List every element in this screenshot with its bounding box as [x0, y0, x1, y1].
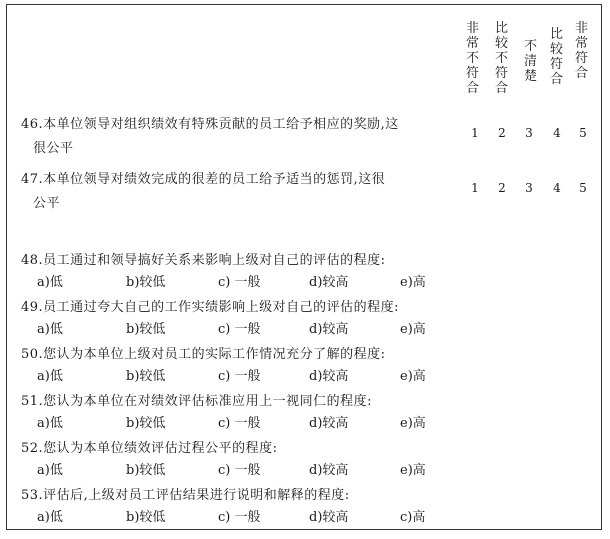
- likert-46-score-3[interactable]: 3: [525, 126, 533, 140]
- choice-48-option-a[interactable]: a)低: [37, 275, 63, 290]
- header-col-1: 非常不符合: [465, 21, 479, 96]
- choice-51-option-c[interactable]: c) 一般: [218, 416, 261, 431]
- choice-question-50: 50.您认为本单位上级对员工的实际工作情况充分了解的程度:: [21, 347, 386, 362]
- choice-49-option-e[interactable]: e)高: [400, 322, 426, 337]
- choice-48-option-d[interactable]: d)较高: [309, 275, 349, 290]
- choice-50-option-d[interactable]: d)较高: [309, 369, 349, 384]
- choice-52-option-a[interactable]: a)低: [37, 463, 63, 478]
- choice-50-option-c[interactable]: c) 一般: [218, 369, 261, 384]
- likert-46-score-5[interactable]: 5: [579, 126, 587, 140]
- choice-52-option-e[interactable]: e)高: [400, 463, 426, 478]
- likert-47-score-4[interactable]: 4: [553, 181, 561, 195]
- choice-49-option-b[interactable]: b)较低: [126, 322, 166, 337]
- likert-47-score-5[interactable]: 5: [579, 181, 587, 195]
- likert-question-46: 46.本单位领导对组织绩效有特殊贡献的员工给予相应的奖励,这: [21, 117, 399, 132]
- likert-47-score-1[interactable]: 1: [471, 181, 479, 195]
- choice-52-option-d[interactable]: d)较高: [309, 463, 349, 478]
- choice-53-option-c[interactable]: c) 一般: [218, 510, 261, 525]
- likert-46-score-4[interactable]: 4: [553, 126, 561, 140]
- choice-question-53: 53.评估后,上级对员工评估结果进行说明和解释的程度:: [21, 488, 350, 503]
- header-col-5: 非常符合: [574, 21, 588, 81]
- choice-50-option-b[interactable]: b)较低: [126, 369, 166, 384]
- choice-51-option-b[interactable]: b)较低: [126, 416, 166, 431]
- choice-53-option-d[interactable]: d)较高: [309, 510, 349, 525]
- choice-50-option-e[interactable]: e)高: [400, 369, 426, 384]
- choice-48-option-b[interactable]: b)较低: [126, 275, 166, 290]
- choice-51-option-e[interactable]: e)高: [400, 416, 426, 431]
- choice-50-option-a[interactable]: a)低: [37, 369, 63, 384]
- choice-53-option-e[interactable]: c)高: [400, 510, 426, 525]
- choice-48-option-e[interactable]: e)高: [400, 275, 426, 290]
- header-col-3: 不清楚: [523, 39, 537, 84]
- questionnaire-frame: [6, 4, 602, 530]
- choice-question-49: 49.员工通过夸大自己的工作实绩影响上级对自己的评估的程度:: [21, 300, 400, 315]
- header-col-4: 比较符合: [549, 27, 563, 87]
- likert-question-46-cont: 很公平: [33, 141, 74, 156]
- choice-49-option-a[interactable]: a)低: [37, 322, 63, 337]
- choice-49-option-c[interactable]: c) 一般: [218, 322, 261, 337]
- likert-46-score-2[interactable]: 2: [498, 126, 506, 140]
- choice-52-option-b[interactable]: b)较低: [126, 463, 166, 478]
- choice-51-option-a[interactable]: a)低: [37, 416, 63, 431]
- choice-51-option-d[interactable]: d)较高: [309, 416, 349, 431]
- choice-question-51: 51.您认为本单位在对绩效评估标准应用上一视同仁的程度:: [21, 394, 373, 409]
- choice-53-option-a[interactable]: a)低: [37, 510, 63, 525]
- choice-52-option-c[interactable]: c) 一般: [218, 463, 261, 478]
- header-col-2: 比较不符合: [494, 21, 508, 96]
- choice-53-option-b[interactable]: b)较低: [126, 510, 166, 525]
- choice-48-option-c[interactable]: c) 一般: [218, 275, 261, 290]
- choice-49-option-d[interactable]: d)较高: [309, 322, 349, 337]
- likert-47-score-3[interactable]: 3: [525, 181, 533, 195]
- choice-question-48: 48.员工通过和领导搞好关系来影响上级对自己的评估的程度:: [21, 253, 386, 268]
- choice-question-52: 52.您认为本单位绩效评估过程公平的程度:: [21, 441, 278, 456]
- likert-46-score-1[interactable]: 1: [471, 126, 479, 140]
- likert-47-score-2[interactable]: 2: [498, 181, 506, 195]
- likert-question-47-cont: 公平: [33, 196, 61, 211]
- likert-question-47: 47.本单位领导对绩效完成的很差的员工给予适当的惩罚,这很: [21, 172, 386, 187]
